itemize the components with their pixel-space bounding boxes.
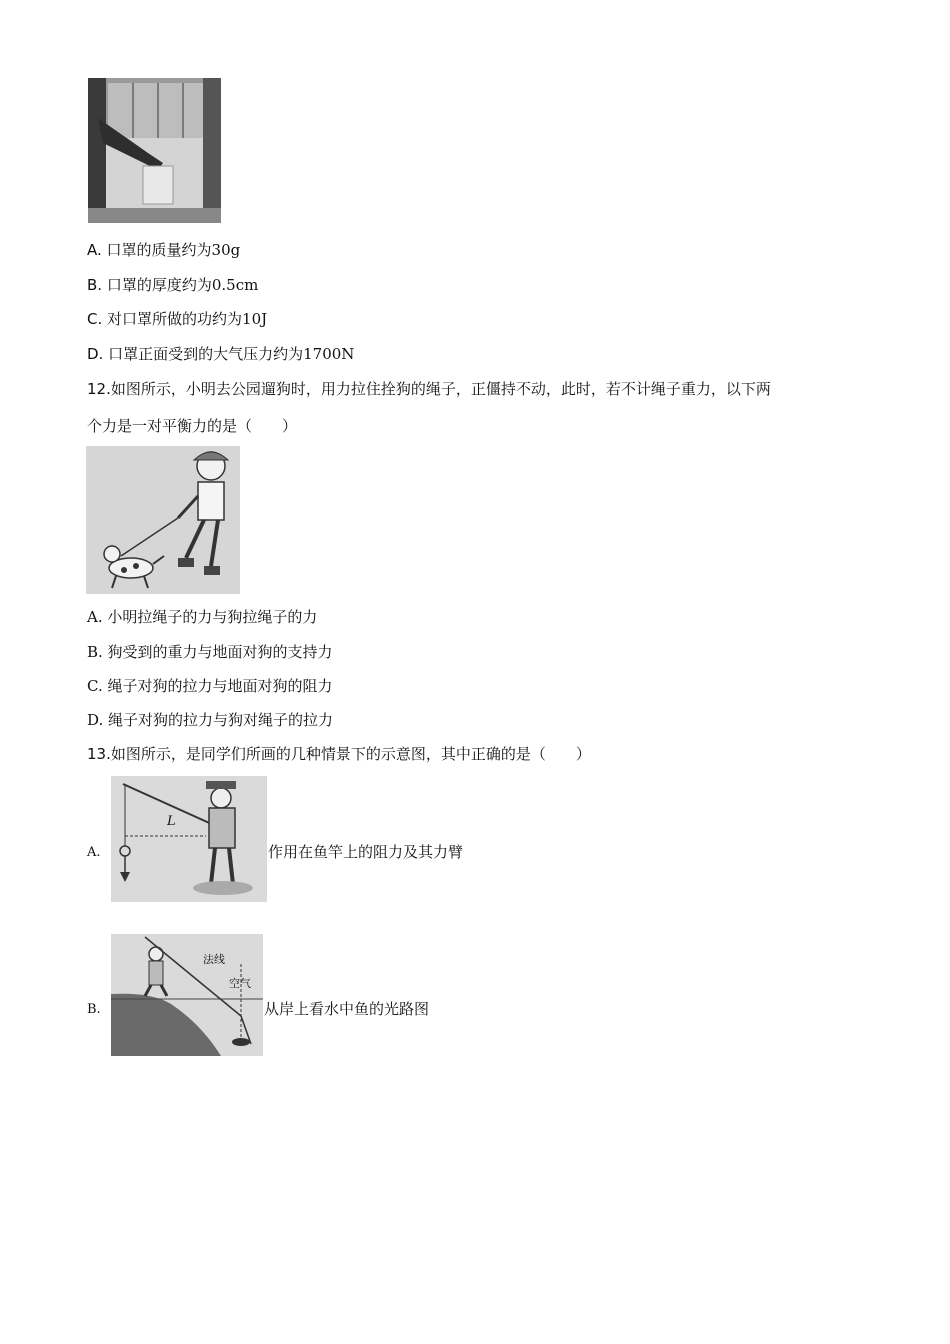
q13-stem-line1	[87, 744, 591, 764]
q12-stem-line2: 个力是一对平衡力的是（ ）	[87, 417, 298, 435]
air-label: 空气	[229, 977, 251, 990]
option-text: 对口罩所做的功约为10J	[107, 310, 268, 328]
option-text: 口罩的厚度约为0.5cm	[106, 276, 259, 294]
boy-dog-illustration	[86, 446, 240, 594]
q12-option-b: B. 狗受到的重力与地面对狗的支持力	[87, 643, 333, 661]
option-letter: A.	[87, 241, 102, 259]
q12-stem-line1	[87, 379, 771, 399]
fish-light-path-diagram	[111, 934, 263, 1056]
question-number: 13	[87, 745, 107, 763]
q12-option-c: C. 绳子对狗的拉力与地面对狗的阻力	[87, 677, 333, 695]
option-text: 口罩的质量约为30g	[106, 241, 241, 259]
question-stem: .如图所示，是同学们所画的几种情景下的示意图，其中正确的是（ ）	[106, 745, 591, 763]
question-number: 12	[87, 380, 107, 398]
option-letter: C.	[87, 310, 103, 328]
q11-option-a	[87, 240, 240, 260]
q13-option-a-caption: 作用在鱼竿上的阻力及其力臂	[268, 843, 464, 861]
option-text: 口罩正面受到的大气压力约为1700N	[108, 345, 355, 363]
normal-line-label: 法线	[203, 953, 225, 966]
mask-photo	[88, 78, 221, 223]
q12-option-a: A. 小明拉绳子的力与狗拉绳子的力	[87, 608, 318, 626]
option-letter: B.	[87, 276, 103, 294]
q13-option-b-letter: B.	[87, 1002, 101, 1017]
q11-option-b	[87, 275, 258, 295]
fishing-rod-diagram	[111, 776, 267, 902]
question-stem: .如图所示，小明去公园遛狗时，用力拉住拴狗的绳子，正僵持不动，此时，若不计绳子重力，以下两	[106, 380, 771, 398]
q12-option-d: D. 绳子对狗的拉力与狗对绳子的拉力	[87, 711, 334, 729]
lever-arm-label: L	[167, 814, 176, 829]
q11-option-d	[87, 344, 354, 364]
q13-option-b-caption: 从岸上看水中鱼的光路图	[264, 1000, 430, 1018]
q13-option-a-letter: A.	[87, 845, 101, 860]
q11-option-c	[87, 309, 267, 329]
option-letter: D.	[87, 345, 104, 363]
